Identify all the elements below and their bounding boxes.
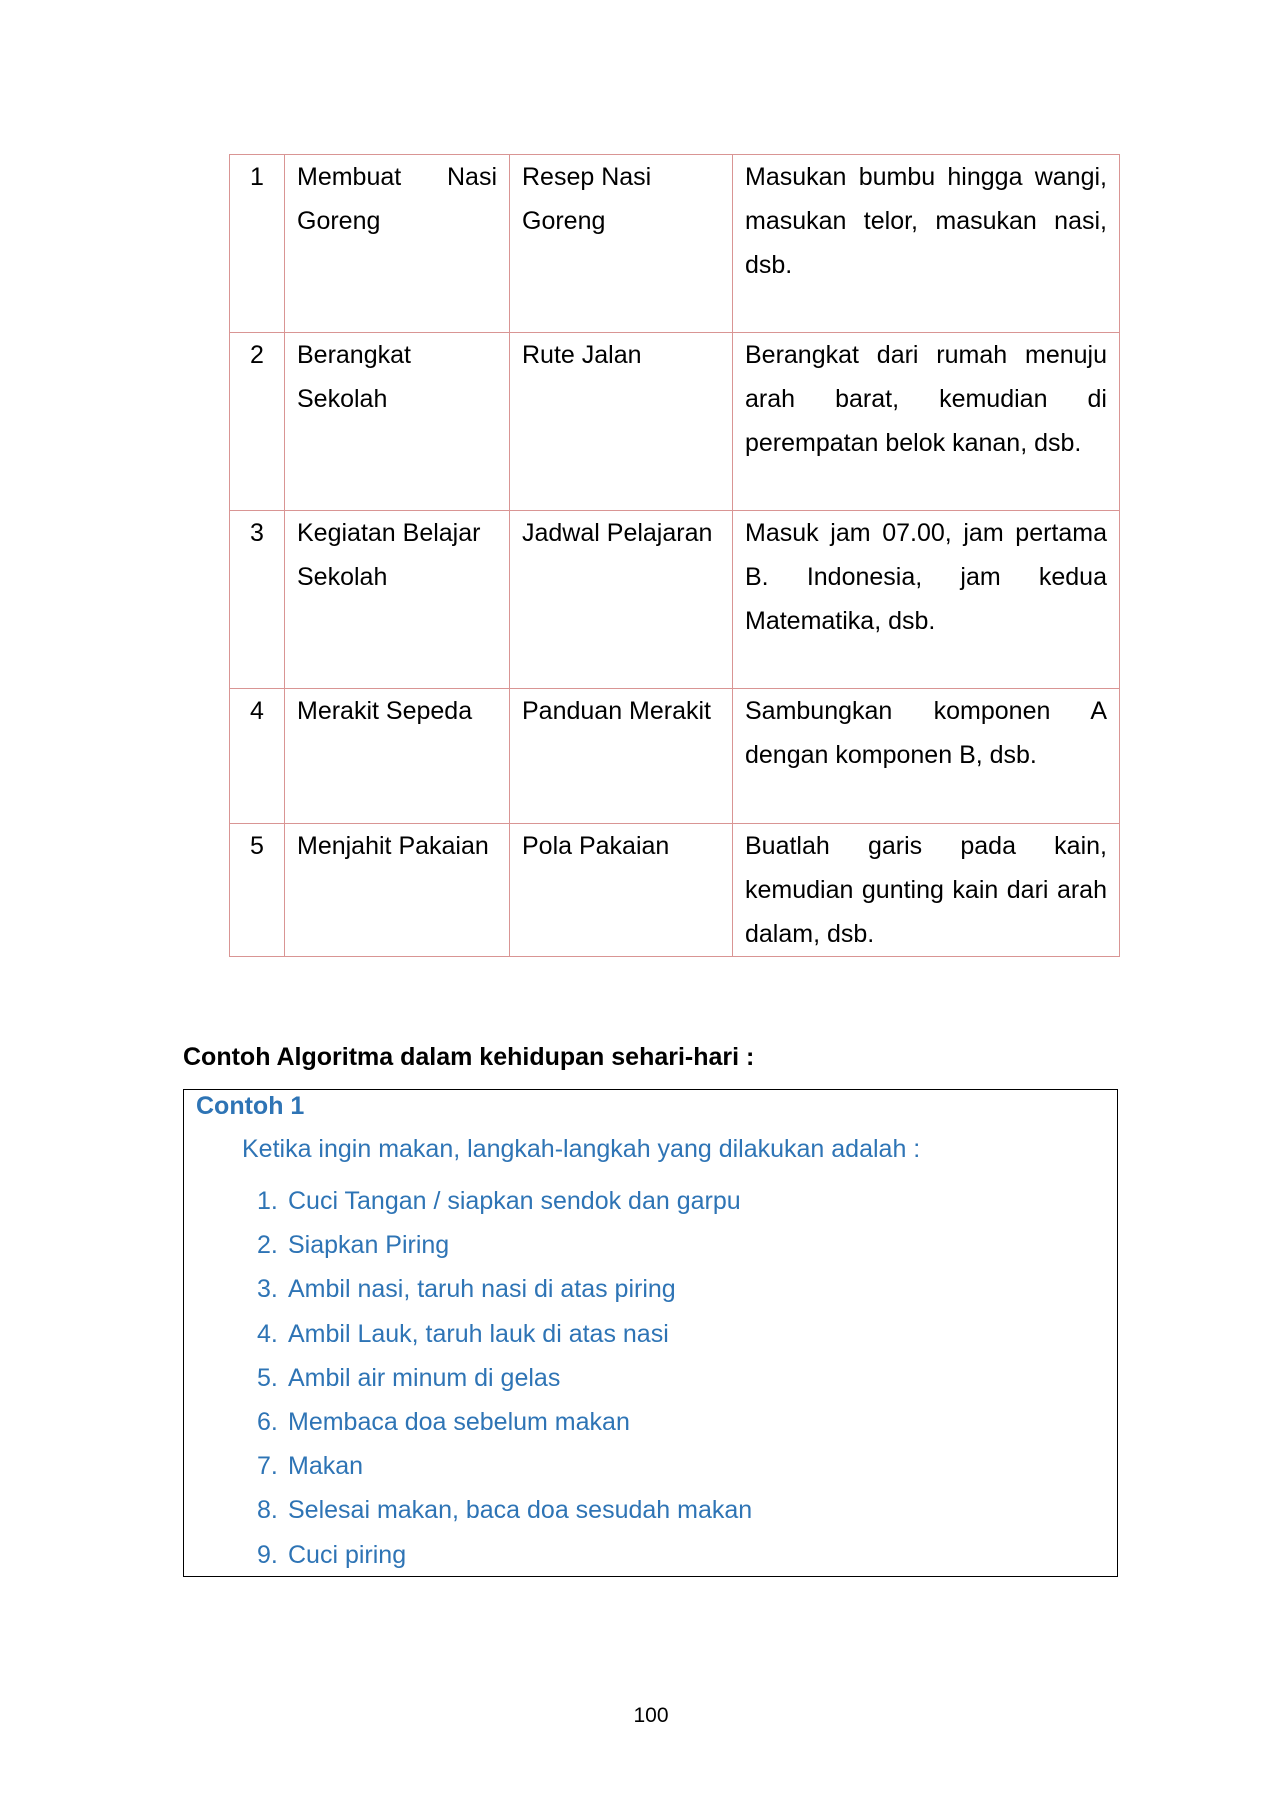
steps-cell: Sambungkan komponen A dengan komponen B, dsb. <box>733 689 1120 824</box>
list-item <box>257 1179 752 1223</box>
activity-cell: Kegiatan Belajar Sekolah <box>285 511 510 689</box>
list-item <box>257 1356 752 1400</box>
reference-cell: Jadwal Pelajaran <box>510 511 733 689</box>
steps-cell: Berangkat dari rumah menuju arah barat, kemudian di perempatan belok kanan, dsb. <box>733 333 1120 511</box>
list-number: 5. <box>257 1363 278 1392</box>
page-number: 100 <box>633 1704 669 1727</box>
list-text: Makan <box>288 1452 364 1481</box>
example-title: Contoh 1 <box>196 1092 305 1120</box>
activity-cell: Merakit Sepeda <box>285 689 510 824</box>
list-text: Siapkan Piring <box>288 1231 450 1260</box>
example-intro: Ketika ingin makan, langkah-langkah yang dilakukan adalah : <box>242 1135 921 1163</box>
list-number: 4. <box>257 1319 278 1348</box>
list-item <box>257 1223 752 1267</box>
steps-cell: Masuk jam 07.00, jam pertama B. Indonesia, jam kedua Matematika, dsb. <box>733 511 1120 689</box>
row-number: 3 <box>230 511 285 689</box>
list-text: Membaca doa sebelum makan <box>288 1407 630 1436</box>
activity-cell: Berangkat Sekolah <box>285 333 510 511</box>
list-number: 9. <box>257 1540 278 1569</box>
row-number: 4 <box>230 689 285 824</box>
activity-cell: Menjahit Pakaian <box>285 824 510 957</box>
table-row <box>230 511 1120 689</box>
list-item <box>257 1533 752 1577</box>
list-text: Ambil air minum di gelas <box>288 1363 561 1392</box>
list-item <box>257 1267 752 1311</box>
row-number: 5 <box>230 824 285 957</box>
steps-cell: Buatlah garis pada kain, kemudian gunting kain dari arah dalam, dsb. <box>733 824 1120 957</box>
algorithm-examples-table <box>229 154 1120 957</box>
list-item <box>257 1400 752 1444</box>
reference-cell: Panduan Merakit <box>510 689 733 824</box>
section-heading: Contoh Algoritma dalam kehidupan sehari-hari : <box>183 1043 755 1071</box>
list-number: 1. <box>257 1187 278 1215</box>
row-number: 2 <box>230 333 285 511</box>
reference-cell: Pola Pakaian <box>510 824 733 957</box>
table-row <box>230 333 1120 511</box>
table-row <box>230 155 1120 333</box>
list-number: 8. <box>257 1496 278 1525</box>
list-number: 6. <box>257 1407 278 1436</box>
reference-cell: Resep Nasi Goreng <box>510 155 733 333</box>
list-text: Cuci Tangan / siapkan sendok dan garpu <box>288 1187 741 1215</box>
list-text: Selesai makan, baca doa sesudah makan <box>288 1496 753 1525</box>
list-item <box>257 1488 752 1532</box>
table-row <box>230 824 1120 957</box>
list-text: Ambil nasi, taruh nasi di atas piring <box>288 1275 676 1304</box>
list-item <box>257 1444 752 1488</box>
example-box <box>183 1089 1118 1577</box>
list-text: Ambil Lauk, taruh lauk di atas nasi <box>288 1319 669 1348</box>
activity-cell: Membuat Nasi Goreng <box>285 155 510 333</box>
list-number: 7. <box>257 1452 278 1481</box>
row-number: 1 <box>230 155 285 333</box>
list-number: 2. <box>257 1231 278 1260</box>
steps-cell: Masukan bumbu hingga wangi, masukan telor, masukan nasi, dsb. <box>733 155 1120 333</box>
table-row <box>230 689 1120 824</box>
list-text: Cuci piring <box>288 1540 407 1569</box>
list-item <box>257 1312 752 1356</box>
example-steps-list <box>257 1179 752 1577</box>
reference-cell: Rute Jalan <box>510 333 733 511</box>
list-number: 3. <box>257 1275 278 1304</box>
